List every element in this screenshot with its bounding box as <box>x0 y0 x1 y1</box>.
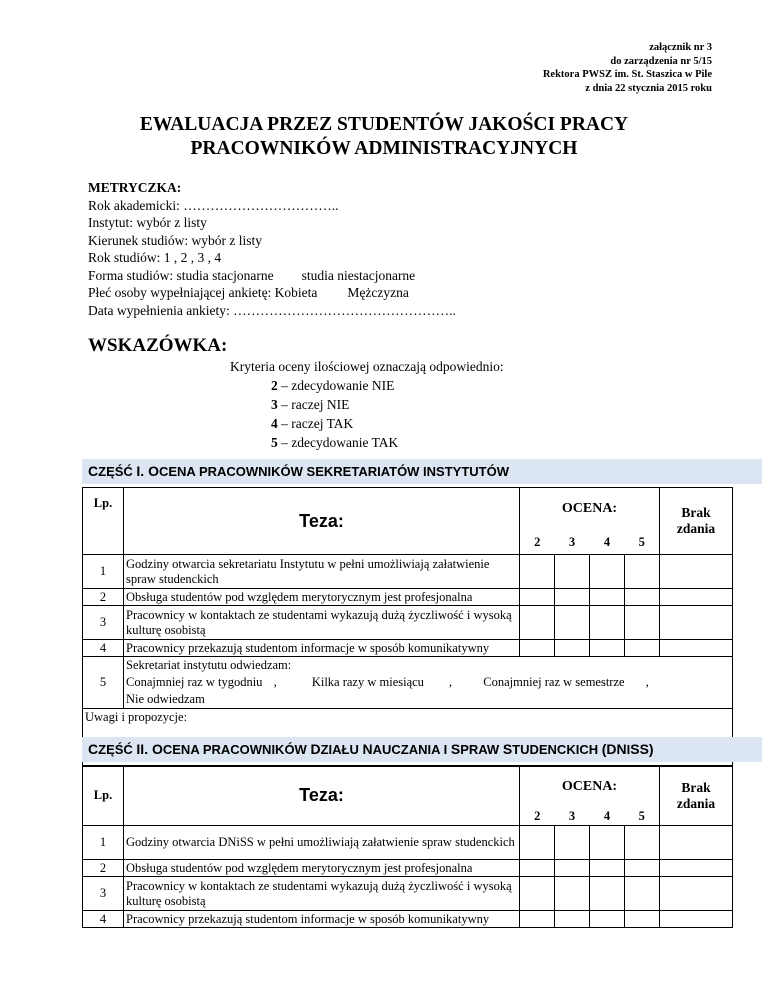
row-number: 4 <box>83 640 124 657</box>
rating-4-cell[interactable] <box>590 589 625 606</box>
no-opinion-cell[interactable] <box>660 860 733 877</box>
row-statement: Pracownicy w kontaktach ze studentami wykazują dużą życzliwość i wysoką kulturę osobistą <box>124 877 520 911</box>
rating-4-cell[interactable] <box>590 555 625 589</box>
row-number: 3 <box>83 877 124 911</box>
visit-option-semester[interactable]: Conajmniej raz w semestrze <box>483 675 625 689</box>
criteria-item: 5 – zdecydowanie TAK <box>271 435 399 450</box>
rating-3-cell[interactable] <box>555 640 590 657</box>
row-number: 1 <box>83 555 124 589</box>
rating-3-cell[interactable] <box>555 877 590 911</box>
rating-2-cell[interactable] <box>520 606 555 640</box>
field-of-study-field[interactable]: Kierunek studiów: wybór z listy <box>88 232 262 248</box>
section-1-table <box>82 487 733 767</box>
study-form-field[interactable] <box>88 267 456 285</box>
no-opinion-cell[interactable] <box>660 911 733 928</box>
metryczka-block <box>88 179 456 319</box>
rating-3-cell[interactable] <box>555 589 590 606</box>
rating-3-cell[interactable] <box>555 860 590 877</box>
rating-2-cell[interactable] <box>520 877 555 911</box>
row-statement: Obsługa studentów pod względem merytorycznym jest profesjonalna <box>124 860 520 877</box>
study-form-option-part-time[interactable]: studia niestacjonarne <box>301 267 416 283</box>
rating-5-cell[interactable] <box>625 640 660 657</box>
gender-option-male[interactable]: Mężczyzna <box>347 285 409 300</box>
no-opinion-cell[interactable] <box>660 555 733 589</box>
visit-question: Sekretariat instytutu odwiedzam: <box>126 658 292 672</box>
rating-2-cell[interactable] <box>520 826 555 860</box>
scale-2-header: 2 <box>520 531 555 555</box>
year-of-study-field[interactable]: Rok studiów: 1 , 2 , 3 , 4 <box>88 250 222 265</box>
ocena-header: OCENA: <box>520 488 660 531</box>
scale-2-header: 2 <box>520 809 555 826</box>
scale-5-header: 5 <box>625 809 660 826</box>
lp-header: Lp. <box>83 488 124 555</box>
scale-3-header: 3 <box>555 809 590 826</box>
criteria-item: 2 – zdecydowanie NIE <box>271 378 395 393</box>
rating-5-cell[interactable] <box>625 589 660 606</box>
no-opinion-cell[interactable] <box>660 640 733 657</box>
no-opinion-cell[interactable] <box>660 826 733 860</box>
table-row <box>83 589 733 606</box>
criteria-item: 3 – raczej NIE <box>271 397 350 412</box>
ocena-header: OCENA: <box>520 766 660 809</box>
row-statement: Obsługa studentów pod względem merytorycznym jest profesjonalna <box>124 589 520 606</box>
table-header-row <box>83 766 733 809</box>
row-number: 5 <box>83 657 124 709</box>
rating-2-cell[interactable] <box>520 640 555 657</box>
rating-3-cell[interactable] <box>555 826 590 860</box>
rating-4-cell[interactable] <box>590 826 625 860</box>
table-row <box>83 606 733 640</box>
attachment-note <box>543 41 712 95</box>
visit-option-never[interactable]: Nie odwiedzam <box>126 692 205 706</box>
page-title <box>0 113 768 161</box>
row-statement: Godziny otwarcia sekretariatu Instytutu w pełni umożliwiają załatwienie spraw studenckich <box>124 555 520 589</box>
table-row <box>83 555 733 589</box>
teza-header: Teza: <box>124 766 520 826</box>
row-number: 3 <box>83 606 124 640</box>
teza-header: Teza: <box>124 488 520 555</box>
table-row <box>83 877 733 911</box>
rating-3-cell[interactable] <box>555 606 590 640</box>
section-2-heading: CZĘŚĆ II. OCENA PRACOWNIKÓW DZIAŁU NAUCZANIA I SPRAW STUDENCKICH (DNISS) <box>82 737 762 762</box>
visit-option-monthly[interactable]: Kilka razy w miesiącu <box>311 675 424 689</box>
study-form-option-full-time[interactable]: Forma studiów: studia stacjonarne <box>88 267 274 283</box>
attachment-line: z dnia 22 stycznia 2015 roku <box>585 82 712 94</box>
title-line: PRACOWNIKÓW ADMINISTRACYJNYCH <box>190 138 578 159</box>
table-row <box>83 640 733 657</box>
table-row <box>83 911 733 928</box>
rating-5-cell[interactable] <box>625 555 660 589</box>
rating-4-cell[interactable] <box>590 877 625 911</box>
comma-separator: , <box>449 675 453 689</box>
academic-year-field[interactable]: Rok akademicki: …………………………….. <box>88 197 339 213</box>
brak-header: Brak zdania <box>660 488 733 555</box>
metryczka-label: METRYCZKA: <box>88 180 182 195</box>
rating-4-cell[interactable] <box>590 606 625 640</box>
no-opinion-cell[interactable] <box>660 589 733 606</box>
title-line: EWALUACJA PRZEZ STUDENTÓW JAKOŚCI PRACY <box>139 114 629 135</box>
table-row <box>83 860 733 877</box>
table-row-visits <box>83 657 733 709</box>
fill-date-field[interactable]: Data wypełnienia ankiety: ………………………………………….. <box>88 302 456 318</box>
row-number: 2 <box>83 589 124 606</box>
brak-header: Brak zdania <box>660 766 733 826</box>
rating-2-cell[interactable] <box>520 589 555 606</box>
row-statement: Pracownicy przekazują studentom informacje w sposób komunikatywny <box>124 640 520 657</box>
scale-5-header: 5 <box>625 531 660 555</box>
criteria-block <box>230 357 504 452</box>
remarks-label: Uwagi i propozycje: <box>85 710 188 724</box>
attachment-line: załącznik nr 3 <box>649 42 712 53</box>
gender-field[interactable] <box>88 284 456 302</box>
gender-option-female[interactable]: Płeć osoby wypełniającej ankietę: Kobieta <box>88 285 318 300</box>
lp-header: Lp. <box>83 766 124 826</box>
row-statement: Pracownicy przekazują studentom informacje w sposób komunikatywny <box>124 911 520 928</box>
row-number: 4 <box>83 911 124 928</box>
rating-3-cell[interactable] <box>555 555 590 589</box>
wskazowka-heading: WSKAZÓWKA: <box>88 335 228 356</box>
rating-4-cell[interactable] <box>590 911 625 928</box>
section-1-heading: CZĘŚĆ I. OCENA PRACOWNIKÓW SEKRETARIATÓW INSTYTUTÓW <box>82 459 762 484</box>
no-opinion-cell[interactable] <box>660 877 733 911</box>
attachment-line: do zarządzenia nr 5/15 <box>610 55 712 67</box>
row-number: 1 <box>83 826 124 860</box>
comma-separator: , <box>645 675 649 689</box>
rating-4-cell[interactable] <box>590 640 625 657</box>
table-row <box>83 826 733 860</box>
row-number: 2 <box>83 860 124 877</box>
rating-2-cell[interactable] <box>520 860 555 877</box>
table-header-row <box>83 488 733 531</box>
rating-5-cell[interactable] <box>625 911 660 928</box>
scale-3-header: 3 <box>555 531 590 555</box>
rating-5-cell[interactable] <box>625 860 660 877</box>
rating-3-cell[interactable] <box>555 911 590 928</box>
row-statement: Pracownicy w kontaktach ze studentami wykazują dużą życzliwość i wysoką kulturę osobistą <box>124 606 520 640</box>
attachment-line: Rektora PWSZ im. St. Staszica w Pile <box>542 69 712 80</box>
visit-option-weekly[interactable]: Conajmniej raz w tygodniu <box>126 675 263 689</box>
rating-4-cell[interactable] <box>590 860 625 877</box>
rating-5-cell[interactable] <box>625 877 660 911</box>
comma-separator: , <box>273 675 277 689</box>
rating-5-cell[interactable] <box>625 606 660 640</box>
visit-frequency-cell <box>124 657 733 709</box>
scale-4-header: 4 <box>590 809 625 826</box>
section-2-table <box>82 765 733 928</box>
criteria-intro: Kryteria oceny ilościowej oznaczają odpowiednio: <box>230 359 504 374</box>
row-statement: Godziny otwarcia DNiSS w pełni umożliwiają załatwienie spraw studenckich <box>124 826 520 860</box>
rating-2-cell[interactable] <box>520 911 555 928</box>
rating-2-cell[interactable] <box>520 555 555 589</box>
institute-field[interactable]: Instytut: wybór z listy <box>88 215 207 230</box>
no-opinion-cell[interactable] <box>660 606 733 640</box>
criteria-item: 4 – raczej TAK <box>271 416 354 431</box>
rating-5-cell[interactable] <box>625 826 660 860</box>
scale-4-header: 4 <box>590 531 625 555</box>
